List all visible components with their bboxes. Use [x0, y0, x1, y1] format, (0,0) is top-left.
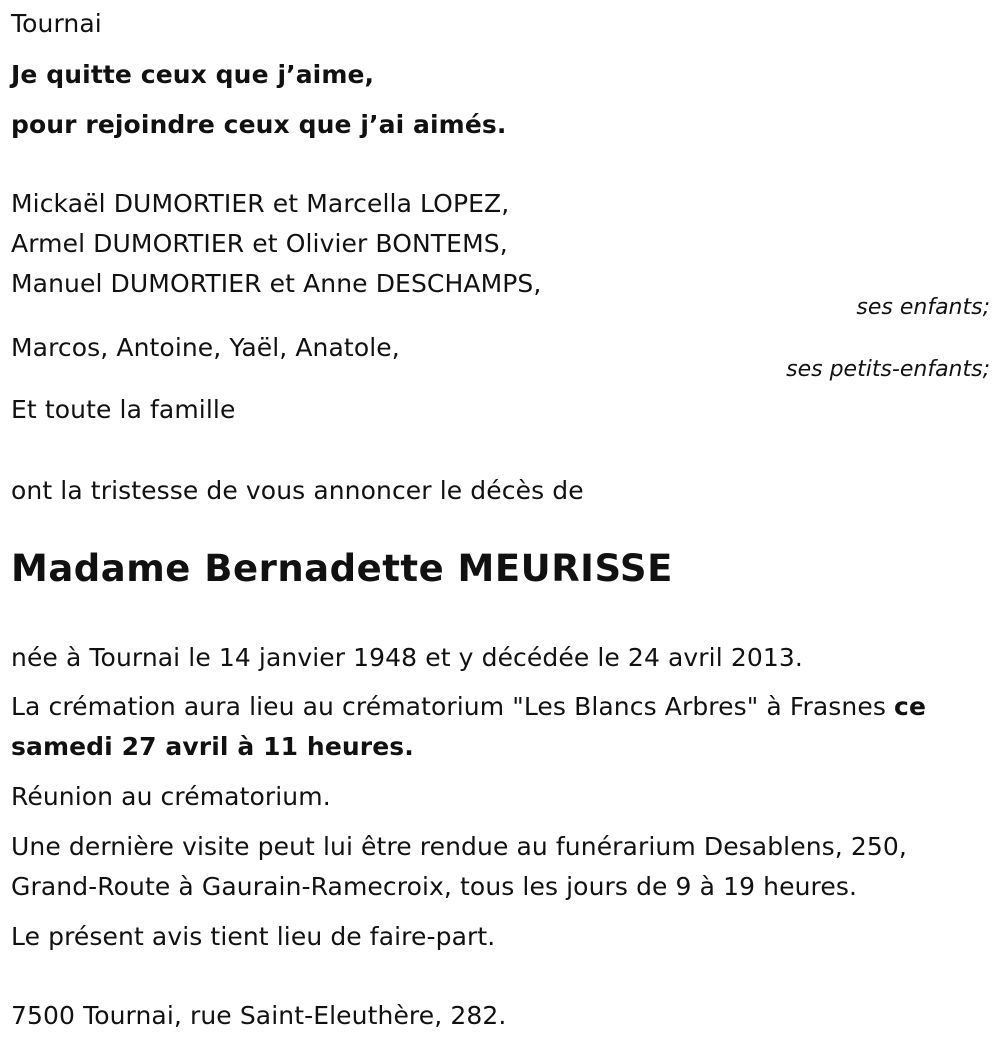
quote-line-1: Je quitte ceux que j’aime,	[11, 60, 375, 89]
visit-line-1: Une dernière visite peut lui être rendue au funérarium Desablens, 250,	[11, 832, 907, 861]
reunion-line: Réunion au crématorium.	[11, 782, 331, 811]
cremation-line-1	[11, 692, 926, 722]
birth-death-line: née à Tournai le 14 janvier 1948 et y décédée le 24 avril 2013.	[11, 643, 803, 672]
extended-family-line: Et toute la famille	[11, 395, 236, 424]
grandchildren-line: Marcos, Antoine, Yaël, Anatole,	[11, 333, 400, 362]
city-heading: Tournai	[11, 9, 102, 38]
children-line-3: Manuel DUMORTIER et Anne DESCHAMPS,	[11, 269, 542, 298]
children-label: ses enfants;	[856, 295, 990, 320]
cremation-text: La crémation aura lieu au crématorium "Les Blancs Arbres" à Frasnes	[11, 692, 886, 721]
cremation-date-line: samedi 27 avril à 11 heures.	[11, 732, 414, 761]
announcement-intro: ont la tristesse de vous annoncer le décès de	[11, 476, 584, 505]
deceased-name: Madame Bernadette MEURISSE	[11, 547, 673, 590]
notice-line: Le présent avis tient lieu de faire-part.	[11, 922, 496, 951]
children-line-1: Mickaël DUMORTIER et Marcella LOPEZ,	[11, 189, 510, 218]
children-line-2: Armel DUMORTIER et Olivier BONTEMS,	[11, 229, 508, 258]
cremation-date-start: ce	[894, 692, 927, 721]
visit-line-2: Grand-Route à Gaurain-Ramecroix, tous les jours de 9 à 19 heures.	[11, 872, 857, 901]
grandchildren-label: ses petits-enfants;	[786, 357, 990, 382]
address-line: 7500 Tournai, rue Saint-Eleuthère, 282.	[11, 1001, 507, 1030]
quote-line-2: pour rejoindre ceux que j’ai aimés.	[11, 110, 507, 139]
